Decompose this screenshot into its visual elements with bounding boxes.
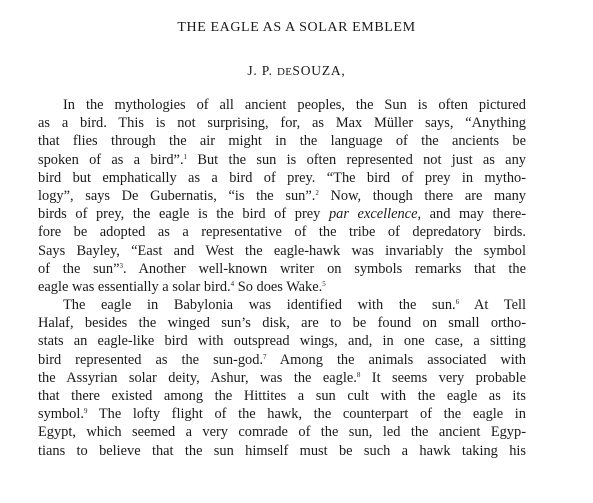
text-line: birds of prey, the eagle is the bird of prey par excellence, and may there- [38,206,526,223]
footnote-ref: 5 [322,279,326,288]
footnote-ref: 8 [356,370,361,379]
text-line: tians to believe that the sun himself must be such a hawk taking his [38,442,526,459]
text-line: Halaf, besides the winged sun’s disk, are to be found on small ortho- [38,315,526,332]
footnote-ref: 4 [230,279,235,288]
footnote-ref: 9 [83,407,88,416]
text-line: symbol.$^9$ The lofty flight of the hawk, the counterpart of the eagle in [38,406,526,423]
text-line: as a bird. This is not surprising, for, as Max Müller says, “Anything [38,115,526,132]
text-line: of the sun”$^3$. Another well-known writer on symbols remarks that the [38,260,526,277]
text-line: logy”, says De Gubernatis, “is the sun”.$^2$ Now, though there are many [38,187,527,204]
article-author [0,63,593,79]
author-surname: SOUZA, [292,63,346,78]
text-line: Egypt, which seemed a very comrade of the sun, led the ancient Egyp- [38,424,526,441]
text-line: fore be adopted as a representative of the tribe of depredatory birds. [38,224,526,241]
text-line: that flies through the air might in the language of the ancients be [38,133,526,150]
text-line: bird but emphatically as a bird of prey. “The bird of prey in mytho- [38,169,526,186]
footnote-ref: 1 [183,152,188,161]
paragraph-1 [38,96,526,296]
footnote-ref: 6 [455,298,460,307]
text-line: bird represented as the sun-god.$^7$ Among the animals associated with [38,351,527,368]
article-title: THE EAGLE AS A SOLAR EMBLEM [177,20,416,35]
text-line: stats an eagle-like bird with outspread wings, and, in one case, a sitting [38,333,526,350]
footnote-ref: 2 [315,188,319,197]
text-line: that there existed among the Hittites a sun cult with the eagle as its [38,388,526,404]
article-body [38,96,526,460]
author-prefix: DE [276,66,293,78]
text-line: spoken of as a bird”.$^1$ But the sun is often represented not just as any [38,151,526,168]
text-line: Says Bayley, “East and West the eagle-hawk was invariably the symbol [38,242,526,259]
italic-phrase: par excellence, [328,206,422,223]
text-line: The eagle in Babylonia was identified with the sun.$^6$ At Tell [63,297,526,314]
text-line: eagle was essentially a solar bird.$^4$ So does Wake.$^5$ [38,278,326,295]
footnote-ref: 3 [119,261,123,270]
text-line: In the mythologies of all ancient peoples, the Sun is often pictured [63,97,526,113]
paragraph-2 [38,296,526,460]
footnote-ref: 7 [263,352,267,361]
text-line: the Assyrian solar deity, Ashur, was the eagle.$^8$ It seems very probable [38,369,527,386]
author-initials: J. P. [247,63,277,78]
